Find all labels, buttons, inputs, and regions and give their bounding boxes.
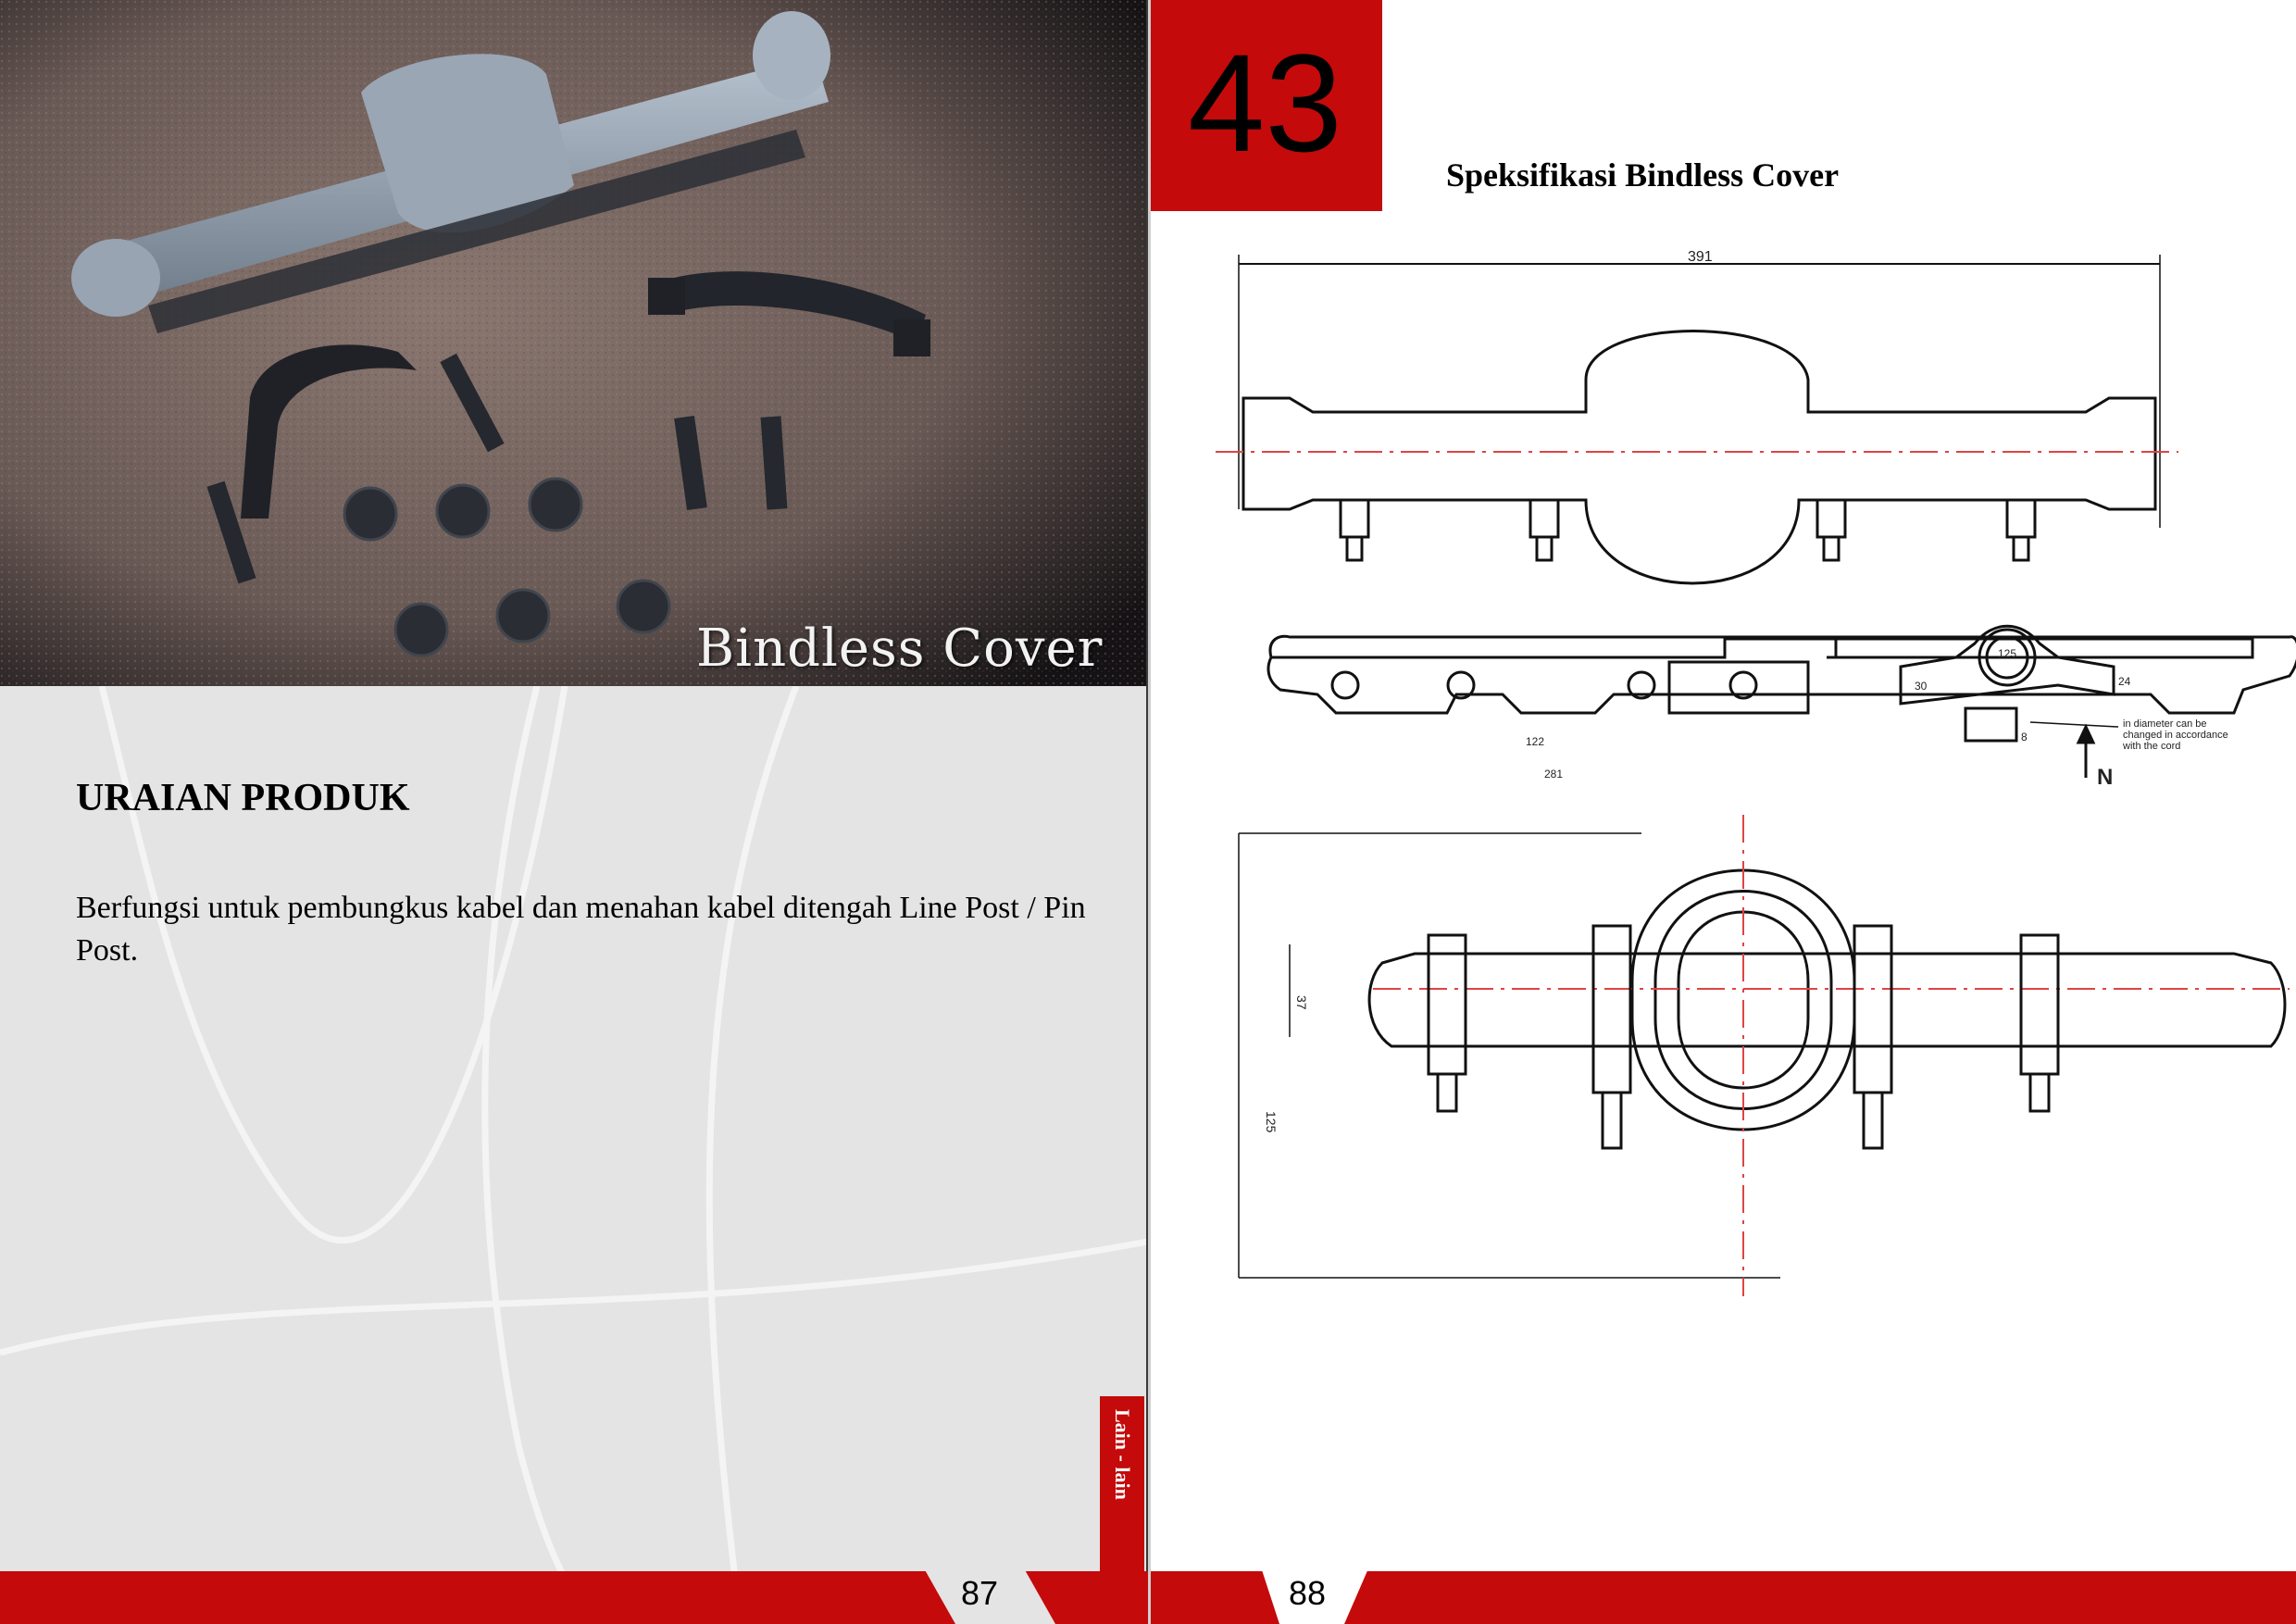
section-heading: URAIAN PRODUK <box>76 777 410 819</box>
dim-base-length: 281 <box>1544 768 1564 781</box>
photo-caption: Bindless Cover <box>696 618 1104 679</box>
direction-label: N <box>2097 765 2114 790</box>
dim-height: 125 <box>1264 1111 1279 1133</box>
chapter-box <box>1151 0 1382 211</box>
drawing-note-line-3: with the cord <box>2123 741 2181 752</box>
side-tab <box>1100 1396 1144 1574</box>
dim-small-a: 30 <box>1915 680 1928 693</box>
dim-small-c: 8 <box>2021 731 2028 743</box>
dim-overall-length: 391 <box>1688 249 1713 265</box>
drawing-note-line-2: changed in accordance <box>2123 730 2228 741</box>
dim-inner: 37 <box>1294 995 1309 1010</box>
left-page-number: 87 <box>961 1574 999 1612</box>
dim-side-width: 125 <box>1998 647 2017 660</box>
drawing-note-line-1: in diameter can be <box>2123 718 2207 730</box>
technical-drawing <box>1151 222 2296 1333</box>
product-photo <box>0 0 1151 686</box>
dim-inner-length: 122 <box>1526 735 1545 748</box>
side-tab-label: Lain - lain <box>1111 1409 1134 1500</box>
spec-title: Speksifikasi Bindless Cover <box>1446 156 1840 194</box>
dim-small-b: 24 <box>2118 675 2131 688</box>
product-description: Berfungsi untuk pembungkus kabel dan menahan kabel ditengah Line Post / Pin Post. <box>76 891 1086 968</box>
chapter-number: 43 <box>1188 25 1342 181</box>
background-swoosh-decoration <box>0 686 1148 1624</box>
right-page-number: 88 <box>1289 1574 1327 1612</box>
